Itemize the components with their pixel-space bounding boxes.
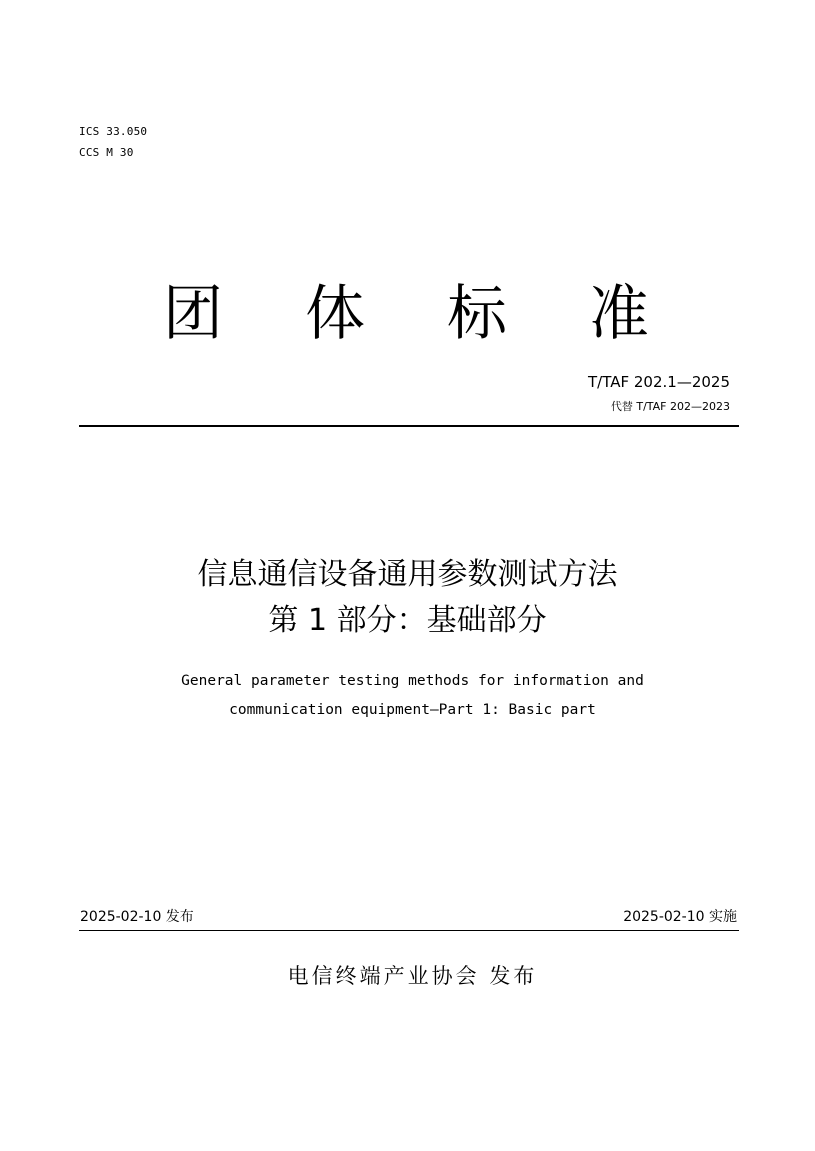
ccs-code: CCS M 30 [79, 146, 134, 159]
standard-type-char: 准 [589, 279, 649, 349]
english-title-line-1: General parameter testing methods for information and [181, 673, 644, 689]
header-divider [79, 425, 739, 427]
english-title-line-2: communication equipment—Part 1: Basic part [229, 702, 596, 718]
chinese-title-line-2: 第 1 部分：基础部分 [268, 603, 547, 638]
implement-date: 2025-02-10 实施 [623, 909, 737, 925]
publish-date: 2025-02-10 发布 [80, 909, 194, 925]
standard-type-char: 团 [163, 279, 223, 349]
ics-code: ICS 33.050 [79, 125, 148, 138]
chinese-title-line-1: 信息通信设备通用参数测试方法 [197, 557, 618, 592]
footer-divider [79, 930, 739, 931]
replaces-note: 代替 T/TAF 202—2023 [610, 400, 730, 413]
standard-number: T/TAF 202.1—2025 [588, 373, 730, 391]
issuing-organization: 电信终端产业协会 发布 [287, 964, 538, 988]
standard-type-char: 体 [305, 279, 365, 349]
standard-type-char: 标 [447, 279, 507, 349]
